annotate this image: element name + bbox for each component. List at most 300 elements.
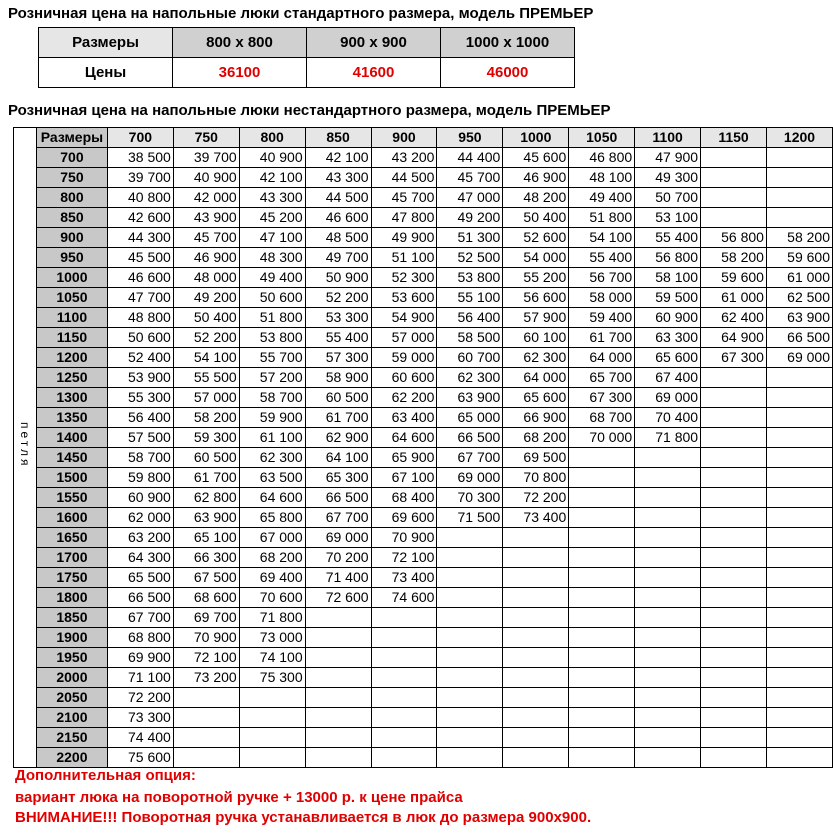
sizes-label: Размеры: [39, 28, 173, 58]
price-cell: [305, 628, 371, 648]
price-cell: 54 900: [371, 308, 437, 328]
price-cell: [635, 728, 701, 748]
price-cell: 51 100: [371, 248, 437, 268]
price-cell: 45 600: [503, 148, 569, 168]
price-cell: 57 900: [503, 308, 569, 328]
price-cell: [569, 708, 635, 728]
corner-header: Размеры: [36, 128, 107, 148]
row-header: 2050: [36, 688, 107, 708]
price-cell: 52 200: [173, 328, 239, 348]
table-row: [14, 668, 833, 688]
price-cell: 71 800: [635, 428, 701, 448]
price-cell: 71 400: [305, 568, 371, 588]
price-cell: 72 100: [371, 548, 437, 568]
standard-price-table: [38, 27, 575, 88]
table-row: [14, 248, 833, 268]
price-cell: [569, 568, 635, 588]
price-cell: [239, 728, 305, 748]
price-cell: 58 100: [635, 268, 701, 288]
price-cell: 69 000: [305, 528, 371, 548]
price-cell: 67 400: [635, 368, 701, 388]
price-cell: 67 700: [305, 508, 371, 528]
price-cell: 64 600: [239, 488, 305, 508]
price-cell: 40 800: [107, 188, 173, 208]
price-cell: 42 600: [107, 208, 173, 228]
price-cell: 65 600: [635, 348, 701, 368]
table-row: [14, 588, 833, 608]
price-cell: 51 300: [437, 228, 503, 248]
table-row: [14, 488, 833, 508]
price-cell: 40 900: [239, 148, 305, 168]
price-cell: 72 200: [107, 688, 173, 708]
price-cell: 48 200: [503, 188, 569, 208]
price-cell: 71 100: [107, 668, 173, 688]
price-cell: 41600: [307, 58, 441, 88]
price-cell: [503, 668, 569, 688]
price-cell: 47 100: [239, 228, 305, 248]
price-cell: 55 400: [569, 248, 635, 268]
price-cell: 39 700: [173, 148, 239, 168]
price-cell: [635, 628, 701, 648]
price-cell: 55 400: [305, 328, 371, 348]
price-cell: [766, 648, 832, 668]
price-cell: 49 700: [305, 248, 371, 268]
price-cell: [701, 428, 767, 448]
price-cell: 71 800: [239, 608, 305, 628]
price-cell: [305, 608, 371, 628]
price-cell: 46 600: [305, 208, 371, 228]
price-cell: [635, 448, 701, 468]
row-header: 700: [36, 148, 107, 168]
standard-sizes-row: [39, 28, 575, 58]
price-cell: 68 600: [173, 588, 239, 608]
hinge-label-text: петля: [17, 421, 32, 469]
price-cell: [766, 488, 832, 508]
price-cell: [239, 708, 305, 728]
table-row: [14, 308, 833, 328]
price-cell: 52 300: [371, 268, 437, 288]
price-cell: [766, 188, 832, 208]
price-cell: 63 400: [371, 408, 437, 428]
price-cell: [766, 728, 832, 748]
table-row: [14, 548, 833, 568]
price-cell: 67 700: [437, 448, 503, 468]
price-cell: 68 200: [503, 428, 569, 448]
price-cell: 65 700: [569, 368, 635, 388]
price-cell: [701, 628, 767, 648]
price-cell: 58 200: [173, 408, 239, 428]
price-cell: [766, 708, 832, 728]
price-cell: [635, 568, 701, 588]
table-row: [14, 748, 833, 768]
price-cell: [635, 548, 701, 568]
price-cell: [701, 528, 767, 548]
price-cell: 58 500: [437, 328, 503, 348]
price-cell: 43 300: [239, 188, 305, 208]
price-cell: 44 400: [437, 148, 503, 168]
row-header: 1300: [36, 388, 107, 408]
price-cell: [701, 748, 767, 768]
price-cell: [701, 188, 767, 208]
price-cell: 64 000: [503, 368, 569, 388]
option-detail: вариант люка на поворотной ручке + 13000 р. к цене прайса: [15, 789, 463, 806]
price-cell: [701, 508, 767, 528]
price-cell: 62 200: [371, 388, 437, 408]
standard-title: Розничная цена на напольные люки стандартного размера, модель ПРЕМЬЕР: [8, 5, 594, 22]
column-header: 1200: [766, 128, 832, 148]
price-cell: 60 600: [371, 368, 437, 388]
price-cell: 40 900: [173, 168, 239, 188]
row-header: 2100: [36, 708, 107, 728]
price-cell: 60 500: [173, 448, 239, 468]
price-cell: 57 000: [371, 328, 437, 348]
price-cell: 69 500: [503, 448, 569, 468]
price-cell: [701, 368, 767, 388]
price-cell: 61 700: [173, 468, 239, 488]
row-header: 1400: [36, 428, 107, 448]
price-cell: [635, 688, 701, 708]
column-header: 1150: [701, 128, 767, 148]
price-cell: 60 700: [437, 348, 503, 368]
table-row: [14, 188, 833, 208]
price-cell: 59 800: [107, 468, 173, 488]
warning-note: ВНИМАНИЕ!!! Поворотная ручка устанавливается в люк до размера 900х900.: [15, 809, 592, 826]
row-header: 1000: [36, 268, 107, 288]
price-cell: 44 500: [305, 188, 371, 208]
price-cell: [371, 748, 437, 768]
price-cell: [569, 748, 635, 768]
price-cell: [701, 668, 767, 688]
price-cell: 61 100: [239, 428, 305, 448]
price-cell: [569, 628, 635, 648]
price-cell: 56 600: [503, 288, 569, 308]
table-row: [14, 228, 833, 248]
price-cell: [635, 468, 701, 488]
price-cell: [239, 748, 305, 768]
price-cell: 62 000: [107, 508, 173, 528]
row-header: 800: [36, 188, 107, 208]
price-cell: 65 000: [437, 408, 503, 428]
table-row: [14, 708, 833, 728]
size-cell: 1000 х 1000: [441, 28, 575, 58]
price-cell: 52 600: [503, 228, 569, 248]
price-cell: 75 600: [107, 748, 173, 768]
table-row: [14, 528, 833, 548]
standard-prices-row: [39, 58, 575, 88]
price-cell: 64 100: [305, 448, 371, 468]
table-row: [14, 288, 833, 308]
price-cell: 48 800: [107, 308, 173, 328]
price-cell: [305, 648, 371, 668]
price-cell: 63 900: [437, 388, 503, 408]
price-cell: [371, 668, 437, 688]
price-cell: 59 600: [766, 248, 832, 268]
price-cell: 62 400: [701, 308, 767, 328]
price-cell: [503, 548, 569, 568]
price-cell: [766, 408, 832, 428]
price-cell: 36100: [173, 58, 307, 88]
price-cell: 70 900: [371, 528, 437, 548]
price-cell: 39 700: [107, 168, 173, 188]
price-cell: 62 500: [766, 288, 832, 308]
price-cell: 62 800: [173, 488, 239, 508]
table-row: [14, 208, 833, 228]
price-cell: 53 100: [635, 208, 701, 228]
price-cell: 60 900: [635, 308, 701, 328]
price-cell: [503, 728, 569, 748]
column-header: 850: [305, 128, 371, 148]
hinge-side-label: [14, 128, 37, 768]
price-cell: 58 000: [569, 288, 635, 308]
price-cell: [503, 528, 569, 548]
price-cell: 43 900: [173, 208, 239, 228]
price-cell: 66 300: [173, 548, 239, 568]
row-header: 1750: [36, 568, 107, 588]
price-cell: 50 400: [173, 308, 239, 328]
price-cell: [766, 588, 832, 608]
price-cell: [569, 528, 635, 548]
price-cell: 53 600: [371, 288, 437, 308]
price-cell: [305, 668, 371, 688]
row-header: 1050: [36, 288, 107, 308]
price-cell: 58 900: [305, 368, 371, 388]
price-cell: [503, 608, 569, 628]
price-cell: [701, 208, 767, 228]
price-cell: 64 000: [569, 348, 635, 368]
price-cell: [437, 568, 503, 588]
price-cell: [569, 548, 635, 568]
price-cell: 48 500: [305, 228, 371, 248]
price-cell: 59 600: [701, 268, 767, 288]
price-cell: 58 700: [107, 448, 173, 468]
price-cell: [371, 628, 437, 648]
price-cell: [503, 648, 569, 668]
price-cell: 73 400: [371, 568, 437, 588]
price-cell: 63 900: [173, 508, 239, 528]
price-cell: 61 700: [305, 408, 371, 428]
price-cell: 38 500: [107, 148, 173, 168]
price-cell: 61 700: [569, 328, 635, 348]
price-cell: [503, 588, 569, 608]
price-cell: 57 000: [173, 388, 239, 408]
price-cell: [503, 568, 569, 588]
price-cell: 58 200: [701, 248, 767, 268]
row-header: 1150: [36, 328, 107, 348]
price-cell: 57 300: [305, 348, 371, 368]
price-cell: [701, 388, 767, 408]
table-row: [14, 508, 833, 528]
row-header: 750: [36, 168, 107, 188]
price-cell: [437, 628, 503, 648]
price-cell: 74 100: [239, 648, 305, 668]
price-cell: [569, 608, 635, 628]
price-cell: [766, 388, 832, 408]
price-cell: 64 900: [701, 328, 767, 348]
price-cell: [173, 688, 239, 708]
price-cell: [437, 528, 503, 548]
row-header: 850: [36, 208, 107, 228]
column-header: 1050: [569, 128, 635, 148]
price-cell: 56 800: [701, 228, 767, 248]
price-cell: 72 100: [173, 648, 239, 668]
price-cell: 45 700: [173, 228, 239, 248]
price-cell: 65 100: [173, 528, 239, 548]
row-header: 1950: [36, 648, 107, 668]
price-cell: 59 000: [371, 348, 437, 368]
table-row: [14, 648, 833, 668]
price-cell: 56 700: [569, 268, 635, 288]
row-header: 1250: [36, 368, 107, 388]
price-cell: [701, 448, 767, 468]
price-cell: 54 000: [503, 248, 569, 268]
price-cell: 74 400: [107, 728, 173, 748]
price-cell: 55 700: [239, 348, 305, 368]
price-cell: 69 900: [107, 648, 173, 668]
price-cell: [569, 508, 635, 528]
price-cell: 51 800: [239, 308, 305, 328]
price-cell: [239, 688, 305, 708]
price-cell: [569, 648, 635, 668]
price-cell: [766, 528, 832, 548]
row-header: 1650: [36, 528, 107, 548]
price-cell: [173, 708, 239, 728]
price-cell: 70 900: [173, 628, 239, 648]
price-cell: 53 900: [107, 368, 173, 388]
price-cell: [305, 708, 371, 728]
price-cell: [437, 728, 503, 748]
row-header: 1700: [36, 548, 107, 568]
price-cell: 65 800: [239, 508, 305, 528]
price-cell: 73 300: [107, 708, 173, 728]
price-cell: 47 900: [635, 148, 701, 168]
price-cell: [437, 668, 503, 688]
price-cell: [569, 468, 635, 488]
row-header: 1850: [36, 608, 107, 628]
column-header: 750: [173, 128, 239, 148]
table-row: [14, 388, 833, 408]
price-cell: [701, 488, 767, 508]
price-cell: [173, 748, 239, 768]
column-header: 700: [107, 128, 173, 148]
price-cell: 70 400: [635, 408, 701, 428]
table-row: [14, 628, 833, 648]
price-cell: 42 100: [239, 168, 305, 188]
price-cell: 48 300: [239, 248, 305, 268]
price-cell: 62 300: [239, 448, 305, 468]
price-cell: 56 400: [437, 308, 503, 328]
price-cell: 45 700: [371, 188, 437, 208]
price-cell: [503, 708, 569, 728]
nonstandard-title: Розничная цена на напольные люки нестандартного размера, модель ПРЕМЬЕР: [8, 102, 611, 119]
price-cell: [371, 608, 437, 628]
column-header: 1100: [635, 128, 701, 148]
table-row: [14, 408, 833, 428]
price-cell: [437, 688, 503, 708]
price-cell: [701, 588, 767, 608]
column-header: 950: [437, 128, 503, 148]
price-cell: 63 500: [239, 468, 305, 488]
price-cell: 60 100: [503, 328, 569, 348]
price-cell: [569, 688, 635, 708]
price-cell: 63 200: [107, 528, 173, 548]
row-header: 1450: [36, 448, 107, 468]
price-cell: 59 300: [173, 428, 239, 448]
price-cell: 73 000: [239, 628, 305, 648]
price-cell: 73 200: [173, 668, 239, 688]
price-cell: 58 700: [239, 388, 305, 408]
row-header: 2150: [36, 728, 107, 748]
price-cell: 49 400: [239, 268, 305, 288]
table-row: [14, 328, 833, 348]
price-cell: 49 900: [371, 228, 437, 248]
price-cell: 42 000: [173, 188, 239, 208]
price-cell: 52 200: [305, 288, 371, 308]
price-cell: [635, 648, 701, 668]
table-row: [14, 348, 833, 368]
price-cell: 69 000: [635, 388, 701, 408]
price-cell: 53 300: [305, 308, 371, 328]
price-cell: [173, 728, 239, 748]
price-cell: 61 000: [766, 268, 832, 288]
table-row: [14, 568, 833, 588]
price-cell: 48 100: [569, 168, 635, 188]
price-cell: [766, 508, 832, 528]
price-cell: [635, 508, 701, 528]
price-cell: [503, 628, 569, 648]
price-cell: 60 500: [305, 388, 371, 408]
price-cell: [503, 748, 569, 768]
price-cell: 68 400: [371, 488, 437, 508]
price-cell: 65 300: [305, 468, 371, 488]
price-cell: [635, 708, 701, 728]
price-cell: [701, 568, 767, 588]
size-cell: 900 х 900: [307, 28, 441, 58]
price-cell: [701, 688, 767, 708]
price-cell: 69 600: [371, 508, 437, 528]
price-cell: 62 900: [305, 428, 371, 448]
row-header: 1350: [36, 408, 107, 428]
nonstandard-price-table: [13, 127, 833, 768]
price-cell: [569, 448, 635, 468]
price-cell: 58 200: [766, 228, 832, 248]
price-cell: 66 500: [437, 428, 503, 448]
price-cell: [766, 428, 832, 448]
price-cell: 45 700: [437, 168, 503, 188]
price-cell: 43 300: [305, 168, 371, 188]
price-cell: 69 000: [437, 468, 503, 488]
price-cell: [305, 688, 371, 708]
price-cell: 46 600: [107, 268, 173, 288]
price-cell: 54 100: [173, 348, 239, 368]
price-cell: [437, 748, 503, 768]
row-header: 1500: [36, 468, 107, 488]
price-cell: 67 300: [701, 348, 767, 368]
row-header: 1800: [36, 588, 107, 608]
price-cell: 48 000: [173, 268, 239, 288]
price-cell: 43 200: [371, 148, 437, 168]
price-cell: 69 000: [766, 348, 832, 368]
price-cell: 45 200: [239, 208, 305, 228]
table-row: [14, 468, 833, 488]
row-header: 950: [36, 248, 107, 268]
price-cell: 65 600: [503, 388, 569, 408]
price-cell: [635, 488, 701, 508]
row-header: 900: [36, 228, 107, 248]
price-cell: 67 300: [569, 388, 635, 408]
row-header: 1900: [36, 628, 107, 648]
price-cell: 66 500: [107, 588, 173, 608]
price-cell: 73 400: [503, 508, 569, 528]
